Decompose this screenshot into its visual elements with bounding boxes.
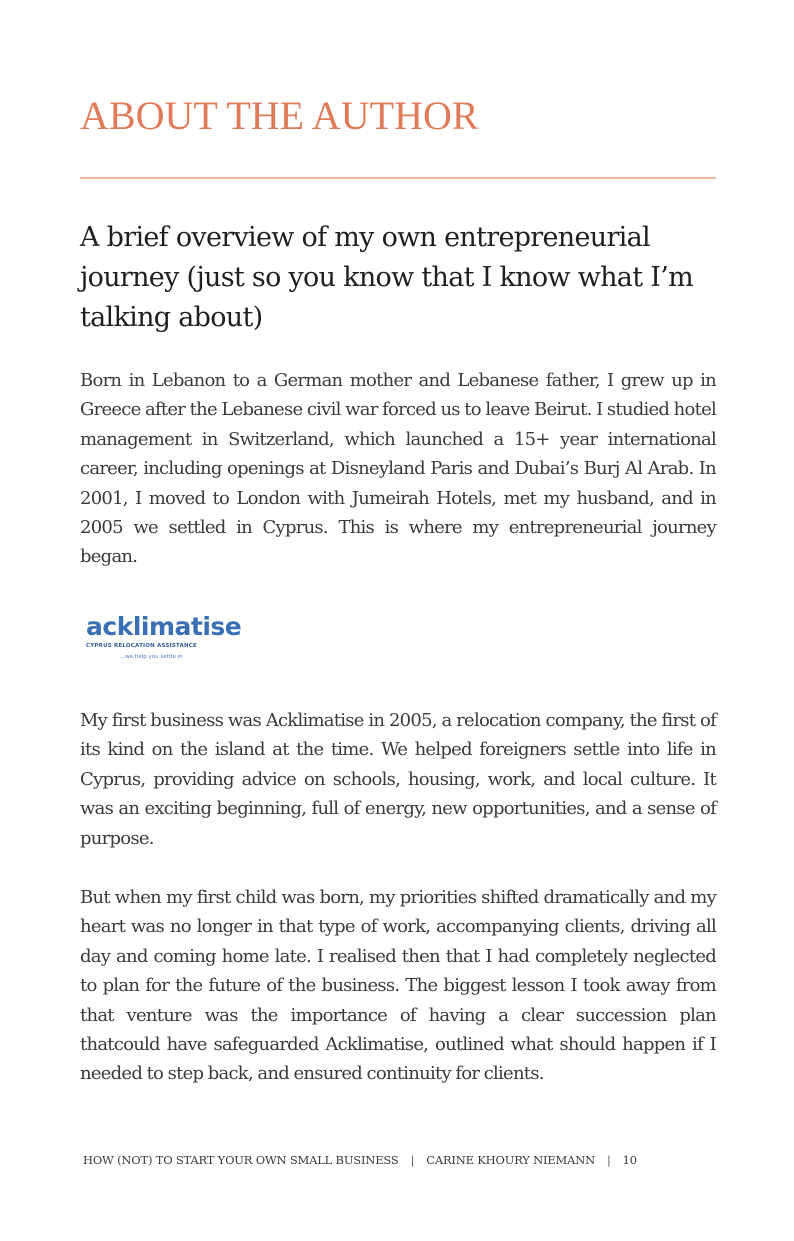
page-footer (83, 1153, 713, 1167)
logo-wordmark: acklimatise (86, 612, 242, 641)
page-number: 10 (622, 1153, 637, 1167)
footer-separator: | (606, 1153, 611, 1167)
paragraph-intro: Born in Lebanon to a German mother and Lebanese father, I grew up in Greece after the Lebanese civil war forced us to leave Beirut. I studied hotel management in Switzerland, which launched a 15+ year international career, including openings at Disneyland Paris and Dubai’s Burj Al Arab. In 2001, I moved to London with Jumeirah Hotels, met my husband, and in 2005 we settled in Cyprus. This is where my entrepreneurial journey began. (80, 370, 716, 568)
logo-slogan: ...we help you settle in (120, 654, 183, 660)
footer-book-title: HOW (NOT) TO START YOUR OWN SMALL BUSINESS (83, 1153, 399, 1167)
document-page (80, 0, 716, 1241)
logo-tagline: CYPRUS RELOCATION ASSISTANCE (86, 643, 197, 649)
footer-separator: | (410, 1153, 415, 1167)
subtitle: A brief overview of my own entrepreneurial journey (just so you know that I know what I’m talking about) (80, 222, 693, 333)
acklimatise-logo (86, 612, 242, 670)
section-title: ABOUT THE AUTHOR (80, 93, 479, 138)
title-divider (80, 177, 716, 179)
paragraph-first-business: My first business was Acklimatise in 2005, a relocation company, the first of its kind on the island at the time. We helped foreigners settle into life in Cyprus, providing advice on schools, housing, work, and local culture. It was an exciting beginning, full of energy, new opportunities, and a sense of purpose. (80, 710, 716, 849)
footer-author: CARINE KHOURY NIEMANN (426, 1153, 595, 1167)
paragraph-lesson: But when my first child was born, my priorities shifted dramatically and my heart was no longer in that type of work, accompanying clients, driving all day and coming home late. I realised then that I had completely neglected to plan for the future of the business. The biggest lesson I took away from that venture was the importance of having a clear succession plan thatcould have safeguarded Acklimatise, outlined what should happen if I needed to step back, and ensured continuity for clients. (80, 887, 716, 1085)
